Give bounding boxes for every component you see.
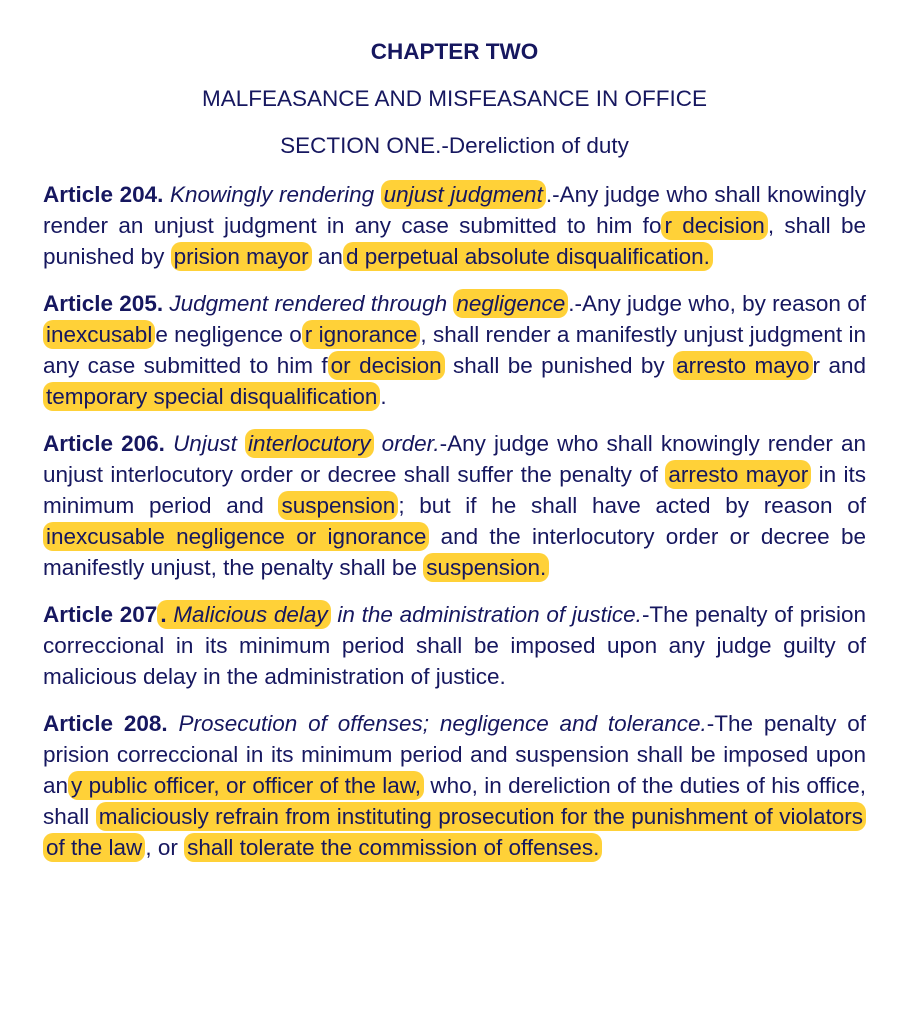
article-208: Article 208. Prosecution of offenses; negligence and tolerance.-The penalty of prision correccional in its minimum period and suspension shall be imposed upon an y public officer, or officer of the law, who, in dereliction of the duties of his office, shall maliciously refrain from instituting prosecution for the punishment of violators of the law , or shall tolerate the commission of offenses.	[43, 711, 867, 860]
highlight: y public officer, or officer of the law,	[68, 771, 424, 800]
article-title: in the administration of justice.	[330, 602, 642, 627]
article-number: Article 204.	[43, 182, 164, 207]
article-title: Prosecution of offenses; negligence and tolerance.	[178, 711, 707, 736]
highlight: negligence	[453, 289, 568, 318]
article-204: Article 204. Knowingly rendering unjust judgment .-Any judge who shall knowingly render an unjust judgment in any case submitted to him fo r decision , shall be punished by prision mayor an d perpetual absolute disqualification.	[43, 182, 866, 269]
article-number: Article 205.	[43, 291, 164, 316]
article-body: .-Any judge who shall knowingly render an unjust judgment in any case submitted to him fo	[43, 182, 866, 238]
highlight: interlocutory	[245, 429, 374, 458]
highlight: inexcusable negligence or ignorance	[43, 522, 429, 551]
highlight: unjust judgment	[381, 180, 546, 209]
highlight: suspension.	[423, 553, 549, 582]
article-207	[43, 599, 866, 692]
highlight: suspension	[278, 491, 398, 520]
highlight: . Malicious delay	[157, 600, 330, 629]
article-title: Knowingly rendering	[169, 182, 381, 207]
article-title: Unjust	[173, 431, 245, 456]
article-body: -The penalty of prision correccional in its minimum period and suspension shall be imposed upon an	[43, 711, 866, 798]
highlight: or decision	[328, 351, 445, 380]
article-title: Judgment rendered through	[169, 291, 454, 316]
chapter-title: MALFEASANCE AND MISFEASANCE IN OFFICE	[201, 86, 708, 111]
highlight: arresto mayor	[665, 460, 811, 489]
article-number: Article 207	[43, 602, 158, 627]
highlight: prision mayor	[171, 242, 312, 271]
highlight: arresto mayo	[673, 351, 812, 380]
article-number: Article 208.	[43, 711, 168, 736]
highlight: d perpetual absolute disqualification.	[343, 242, 713, 271]
chapter-heading: CHAPTER TWO	[370, 39, 539, 64]
article-body: -The penalty of prision correccional in its minimum period shall be imposed upon any judge guilty of malicious delay in the administration of justice.	[43, 602, 866, 689]
article-body: .-Any judge who, by reason of	[568, 291, 866, 316]
article-205: Article 205. Judgment rendered through negligence .-Any judge who, by reason of inexcusabl e negligence o r ignorance , shall render a manifestly unjust judgment in any case submitted to him f or decision shall be punished by arresto mayo r and temporary special disqualification .	[43, 291, 866, 409]
article-body: -Any judge who shall knowingly render an unjust interlocutory order or decree shall suffer the penalty of	[43, 431, 866, 487]
highlight: r decision	[661, 211, 767, 240]
article-number: Article 206.	[43, 431, 165, 456]
highlight: r ignorance	[302, 320, 421, 349]
highlight: shall tolerate the commission of offenses.	[184, 833, 602, 862]
section-heading: SECTION ONE.-Dereliction of duty	[280, 133, 629, 158]
article-206: Article 206. Unjust interlocutory order.-Any judge who shall knowingly render an unjust interlocutory order or decree shall suffer the penalty of arresto mayor in its minimum period and suspension ; but if he shall have acted by reason of inexcusable negligence or ignorance and the interlocutory order or decree be manifestly unjust, the penalty shall be suspension.	[43, 431, 867, 580]
highlight: temporary special disqualification	[43, 382, 380, 411]
highlight: maliciously refrain from instituting prosecution for the punishment of violators of the law	[43, 802, 866, 862]
highlight: inexcusabl	[43, 320, 155, 349]
